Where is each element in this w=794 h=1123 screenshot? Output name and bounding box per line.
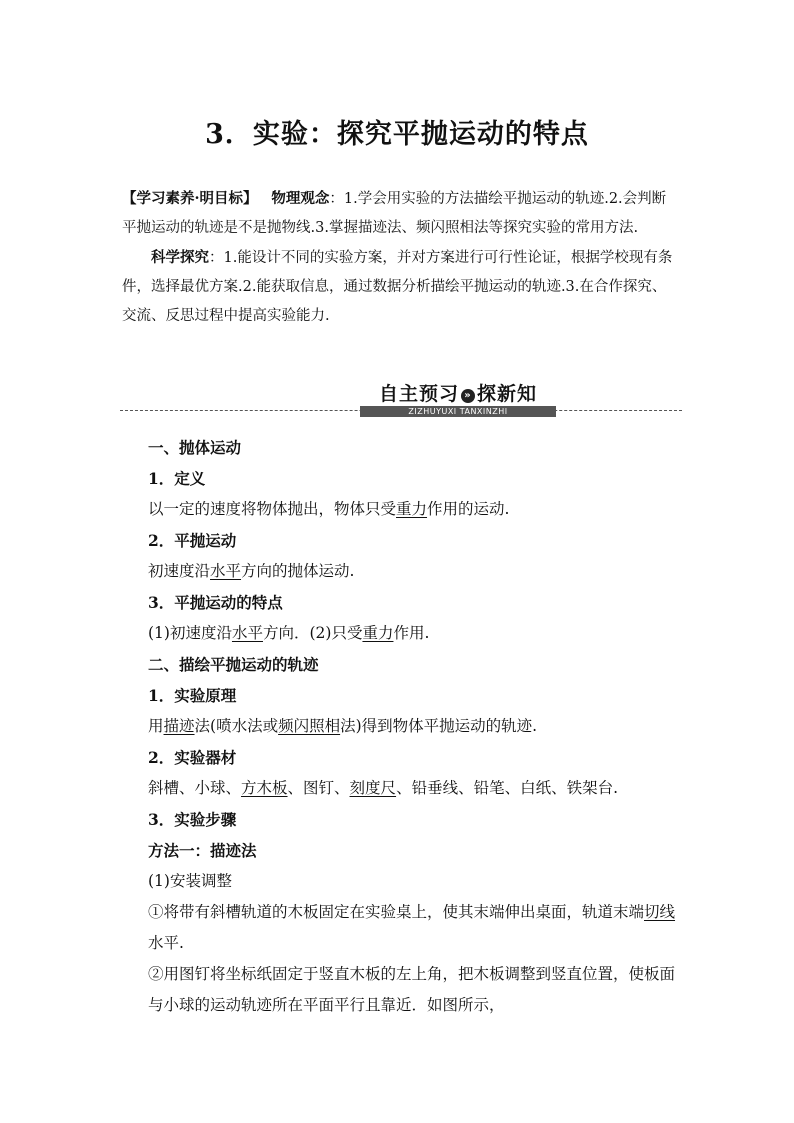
learning-objectives: [122, 184, 678, 331]
text-segment: 作用的运动.: [427, 500, 510, 518]
subheading-features: 3．平抛运动的特点: [148, 593, 283, 612]
text-segment: 作用.: [393, 624, 430, 642]
underlined-answer: 描迹: [163, 717, 195, 735]
install-heading: (1)安装调整: [148, 872, 232, 890]
equipment-text: [148, 773, 688, 804]
step-one-text: [148, 897, 688, 959]
text-segment: 方向．(2)只受: [262, 624, 363, 642]
definition-text: [148, 494, 688, 525]
text-segment: 斜槽、小球、: [148, 779, 242, 797]
underlined-answer: 水平: [210, 562, 242, 580]
subheading-definition: 1．定义: [148, 469, 206, 488]
text-segment: 以一定的速度将物体抛出，物体只受: [148, 500, 397, 518]
horizontal-text: [148, 556, 688, 587]
banner-right-text: 探新知: [477, 383, 538, 405]
underlined-answer: 频闪照相: [278, 717, 341, 735]
subheading-principle: 1．实验原理: [148, 686, 237, 705]
text-segment: 初速度沿: [148, 562, 211, 580]
text-segment: 、铅垂线、铅笔、白纸、铁架台.: [396, 779, 618, 797]
main-content: [148, 432, 688, 1021]
banner-heading: [373, 382, 543, 406]
page-title: 3．实验：探究平抛运动的特点: [205, 119, 589, 150]
subheading-steps: 3．实验步骤: [148, 810, 237, 829]
text-segment: (1)初速度沿: [148, 624, 232, 642]
heading-projectile: 一、抛体运动: [148, 438, 242, 457]
objective-text-inquiry: ：1.能设计不同的实验方案，并对方案进行可行性论证，根据学校现有条件，选择最优方案.2.能获取信息，通过数据分析描绘平抛运动的轨迹.3.在合作探究、交流、反思过程中提高实验能力.: [122, 250, 673, 324]
underlined-answer: 重力: [396, 500, 428, 518]
principle-text: [148, 711, 688, 742]
objective-keyword-physics: 物理观念: [271, 190, 330, 207]
objective-keyword-inquiry: 科学探究: [151, 249, 209, 266]
text-segment: 法)得到物体平抛运动的轨迹.: [340, 717, 538, 735]
features-text: [148, 618, 688, 649]
subheading-horizontal: 2．平抛运动: [148, 531, 237, 550]
underlined-answer: 水平: [231, 624, 263, 642]
banner-pinyin: ZIZHUYUXI TANXINZHI: [360, 406, 556, 417]
step-two-text: ②用图钉将坐标纸固定于竖直木板的左上角，把木板调整到竖直位置，使板面与小球的运动轨迹所在平面平行且靠近．如图所示，: [148, 965, 676, 1014]
objective-paragraph-1: [122, 184, 678, 243]
double-chevron-icon: »: [461, 389, 475, 403]
text-segment: 水平.: [148, 934, 184, 952]
banner-left-text: 自主预习: [378, 383, 459, 405]
underlined-answer: 方木板: [241, 779, 288, 797]
text-segment: 方向的抛体运动.: [241, 562, 355, 580]
text-segment: 法(喷水法或: [194, 717, 279, 735]
objective-text-physics: ：1.学会用实验的方法描绘平抛运动的轨迹.2.会判断平抛运动的轨迹是不是抛物线.3.掌握描迹法、频闪照相法等探究实验的常用方法.: [122, 191, 667, 236]
objective-paragraph-2: [122, 243, 678, 331]
method-one-heading: 方法一：描迹法: [148, 841, 257, 860]
text-segment: ①将带有斜槽轨道的木板固定在实验桌上，使其末端伸出桌面，轨道末端: [148, 903, 645, 921]
underlined-answer: 刻度尺: [349, 779, 397, 797]
heading-trajectory: 二、描绘平抛运动的轨迹: [148, 655, 319, 674]
underlined-answer: 重力: [362, 624, 394, 642]
subheading-equipment: 2．实验器材: [148, 748, 237, 767]
underlined-answer: 切线: [644, 903, 676, 921]
text-segment: 用: [148, 717, 164, 735]
banner-label: [360, 382, 556, 416]
text-segment: 、图钉、: [287, 779, 350, 797]
objective-label: 【学习素养·明目标】: [122, 190, 258, 207]
section-banner: [120, 382, 682, 418]
